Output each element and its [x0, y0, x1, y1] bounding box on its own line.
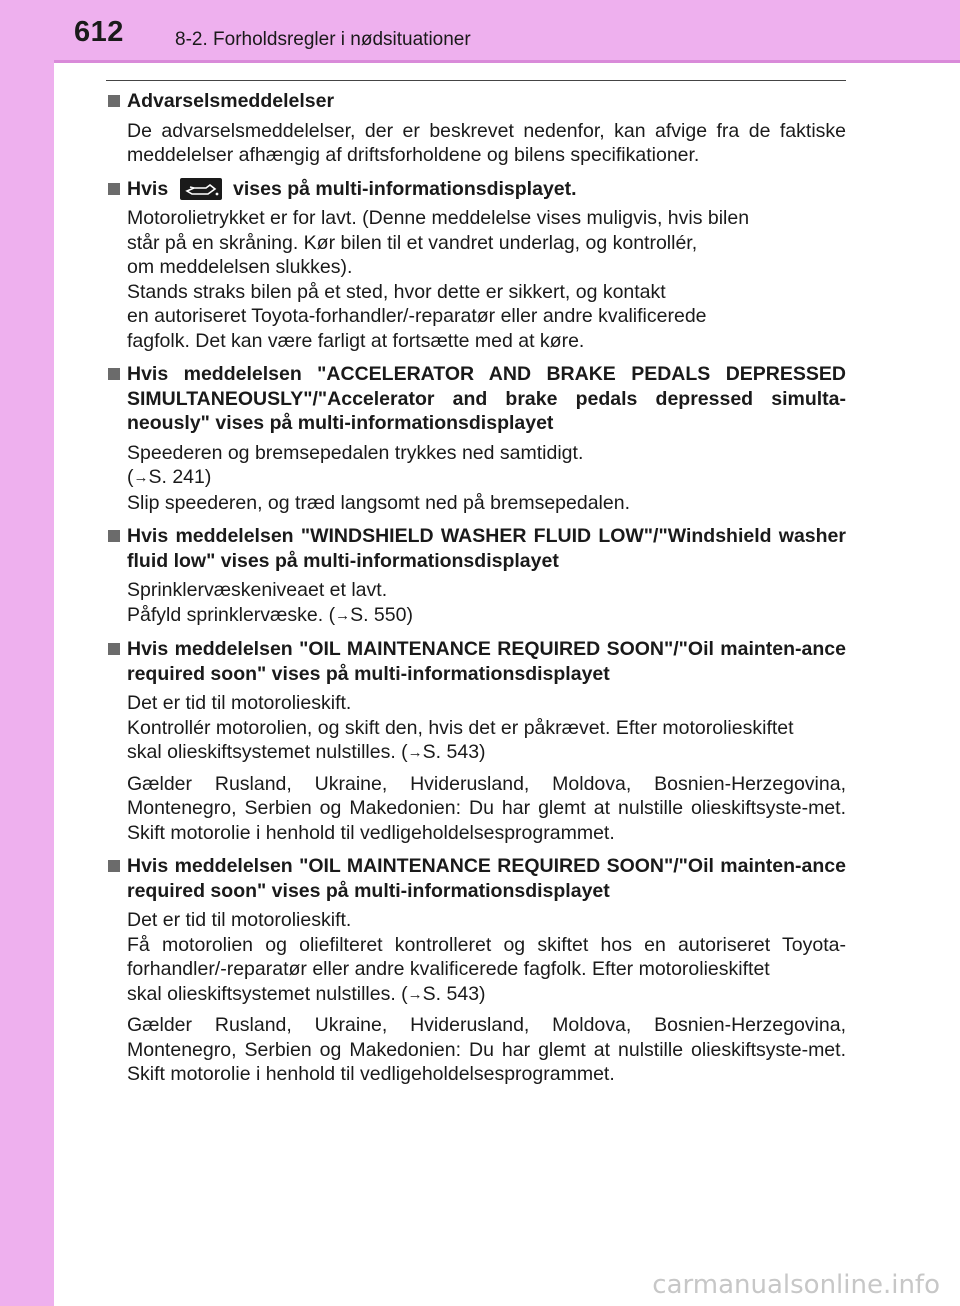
arrow-right-icon: → — [335, 606, 351, 624]
section-oil-maintenance-2 — [104, 854, 846, 1087]
square-bullet-icon — [108, 530, 120, 542]
left-margin-band — [0, 0, 54, 1306]
section-body: Speederen og bremsepedalen trykkes ned samtidigt. (→S. 241) Slip speederen, og træd langsomt ned på bremsepedalen. — [104, 441, 846, 516]
section-heading: Hvis meddelelsen "WINDSHIELD WASHER FLUID LOW"/"Windshield washer fluid low" vises på multi-informationsdisplayet — [104, 524, 846, 573]
section-heading: Hvis meddelelsen "OIL MAINTENANCE REQUIRED SOON"/"Oil mainten-ance required soon" vises på multi-informationsdisplayet — [104, 854, 846, 903]
section-body: Det er tid til motorolieskift. Få motorolien og oliefilteret kontrolleret og skiftet hos en autoriseret Toyota-forhandler/-reparatør eller andre kvalificerede fagfolk. Efter motorolieskiftet skal olieskiftsystemet nulstilles. (→S. 543) — [104, 908, 846, 1007]
section-heading: Hvis meddelelsen "ACCELERATOR AND BRAKE PEDALS DEPRESSED SIMULTANEOUSLY"/"Accelerator and brake pedals depressed simulta-neously" vises på multi-informationsdisplayet — [104, 362, 846, 436]
page-number: 612 — [74, 16, 124, 48]
section-body: Sprinklervæskeniveaet et lavt. Påfyld sprinklervæske. (→S. 550) — [104, 578, 846, 628]
square-bullet-icon — [108, 368, 120, 380]
oil-pressure-icon — [180, 178, 222, 200]
region-note: Gælder Rusland, Ukraine, Hviderusland, Moldova, Bosnien-Herzegovina, Montenegro, Serbien og Makedonien: Du har glemt at nulstille olieskiftsyste-met. Skift motorolie i henhold til vedligeholdelsesprogrammet. — [127, 1014, 846, 1085]
watermark: carmanualsonline.info — [652, 1270, 940, 1300]
section-washer-fluid — [104, 524, 846, 628]
square-bullet-icon — [108, 643, 120, 655]
chapter-title: 8-2. Forholdsregler i nødsituationer — [175, 29, 471, 50]
arrow-right-icon: → — [407, 744, 423, 761]
arrow-right-icon: → — [133, 469, 149, 486]
section-warning-messages — [104, 89, 846, 168]
section-oil-pressure — [104, 177, 846, 354]
section-oil-maintenance-1 — [104, 637, 846, 845]
section-body: Det er tid til motorolieskift. Kontrollér motorolien, og skift den, hvis det er påkrævet. Efter motorolieskiftet skal olieskiftsystemet nulstilles. (→S. 543) — [104, 691, 846, 766]
square-bullet-icon — [108, 183, 120, 195]
page-reference: (→S. 241) — [127, 466, 212, 488]
page-reference: skal olieskiftsystemet nulstilles. (→S. 543) — [127, 741, 486, 763]
page-content — [104, 89, 846, 1096]
square-bullet-icon — [108, 860, 120, 872]
section-pedals-depressed — [104, 362, 846, 515]
section-heading: Advarselsmeddelelser — [104, 89, 846, 114]
square-bullet-icon — [108, 95, 120, 107]
page-reference: skal olieskiftsystemet nulstilles. (→S. 543) — [127, 982, 486, 1005]
section-body: De advarselsmeddelelser, der er beskrevet nedenfor, kan afvige fra de faktiske meddelelser afhængig af driftsforholdene og bilens specifikationer. — [127, 119, 846, 166]
section-body: Motorolietrykket er for lavt. (Denne meddelelse vises muligvis, hvis bilen står på en skråning. Kør bilen til et vandret underlag, og kontrollér, om meddelelsen slukkes). Stands straks bilen på et sted, hvor dette er sikkert, og kontakt en autoriseret Toyota-forhandler/-reparatør eller andre kvalificerede fagfolk. Det kan være farligt at fortsætte med at køre. — [127, 207, 750, 352]
region-note: Gælder Rusland, Ukraine, Hviderusland, Moldova, Bosnien-Herzegovina, Montenegro, Serbien og Makedonien: Du har glemt at nulstille olieskiftsyste-met. Skift motorolie i henhold til vedligeholdelsesprogrammet. — [127, 772, 846, 844]
arrow-right-icon: → — [407, 985, 423, 1003]
header-band — [0, 0, 960, 60]
section-heading: Hvis meddelelsen "OIL MAINTENANCE REQUIRED SOON"/"Oil mainten-ance required soon" vises på multi-informationsdisplayet — [104, 637, 846, 686]
page-reference: Påfyld sprinklervæske. (→S. 550) — [127, 603, 413, 626]
header-divider — [54, 60, 960, 63]
section-heading: Hvis vises på multi-informationsdisplayet. — [104, 177, 846, 202]
top-rule — [106, 80, 846, 81]
